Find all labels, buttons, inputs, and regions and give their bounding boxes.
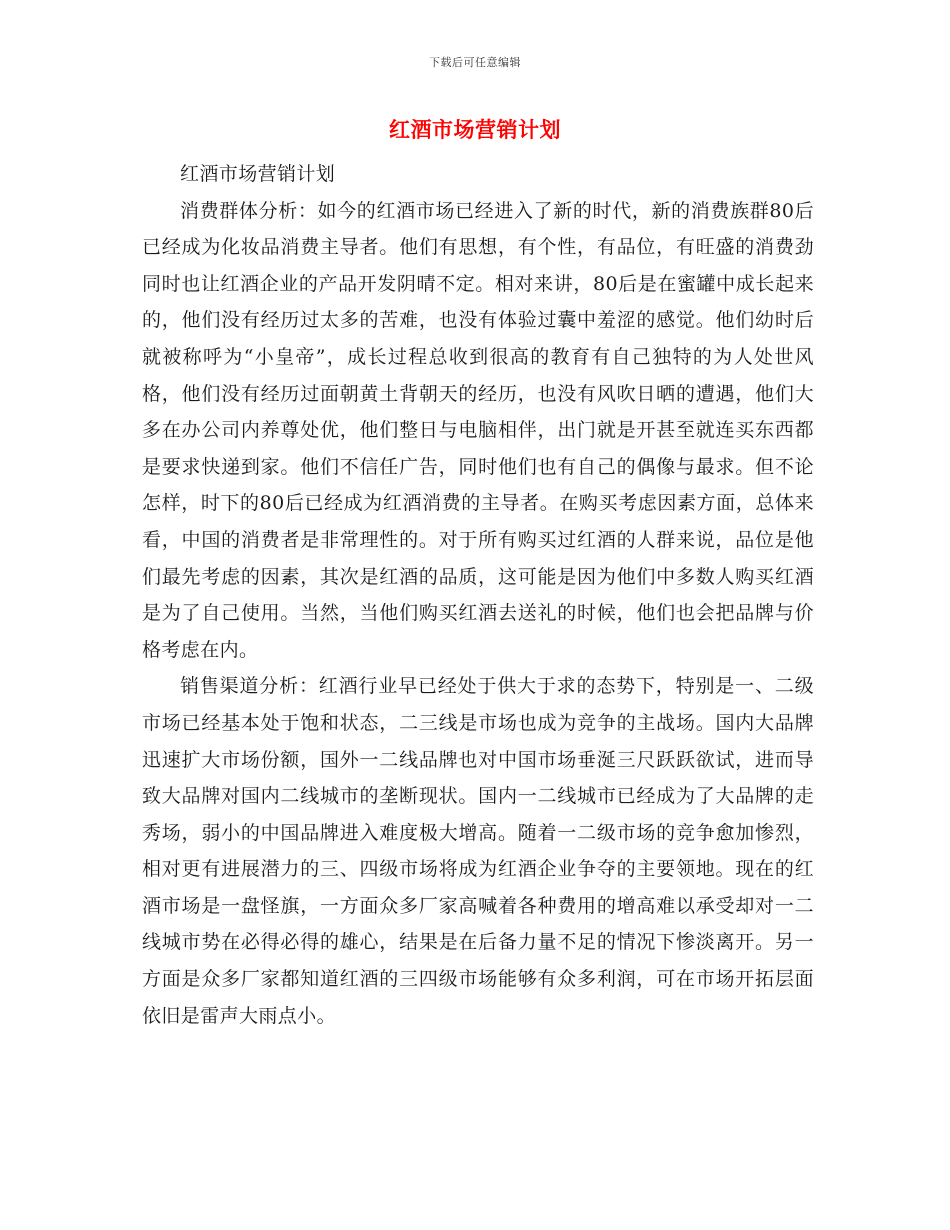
document-title: 红酒市场营销计划 bbox=[389, 117, 561, 142]
paragraph-consumer-analysis: 消费群体分析：如今的红酒市场已经进入了新的时代，新的消费族群80后已经成为化妆品消费主导者。他们有思想，有个性，有品位，有旺盛的消费劲同时也让红酒企业的产品开发阴晴不定。相对来讲，80后是在蜜罐中成长起来的，他们没有经历过太多的苦难，也没有体验过囊中羞涩的感觉。他们幼时后就被称呼为“小皇帝”，成长过程总收到很高的教育有自己独特的为人处世风格，他们没有经历过面朝黄土背朝天的经历，也没有风吹日晒的遭遇，他们大多在办公司内养尊处优，他们整日与电脑相伴，出门就是开甚至就连买东西都是要求快递到家。他们不信任广告，同时他们也有自己的偶像与最求。但不论怎样，时下的80后已经成为红酒消费的主导者。在购买考虑因素方面，总体来看，中国的消费者是非常理性的。对于所有购买过红酒的人群来说，品位是他们最先考虑的因素，其次是红酒的品质，这可能是因为他们中多数人购买红酒是为了自己使用。当然，当他们购买红酒去送礼的时候，他们也会把品牌与价格考虑在内。 bbox=[142, 199, 814, 661]
paragraph-subtitle: 红酒市场营销计划 bbox=[180, 163, 336, 185]
document-body bbox=[142, 156, 814, 1034]
paragraph-channel-analysis: 销售渠道分析：红酒行业早已经处于供大于求的态势下，特别是一、二级市场已经基本处于饱和状态，二三线是市场也成为竞争的主战场。国内大品牌迅速扩大市场份额，国外一二线品牌也对中国市场垂涎三尺跃跃欲试，进而导致大品牌对国内二线城市的垄断现状。国内一二线城市已经成为了大品牌的走秀场，弱小的中国品牌进入难度极大增高。随着一二级市场的竞争愈加惨烈，相对更有进展潜力的三、四级市场将成为红酒企业争夺的主要领地。现在的红酒市场是一盘怪旗，一方面众多厂家高喊着各种费用的增高难以承受却对一二线城市势在必得必得的雄心，结果是在后备力量不足的情况下惨淡离开。另一方面是众多厂家都知道红酒的三四级市场能够有众多利润，可在市场开拓层面依旧是雷声大雨点小。 bbox=[142, 675, 814, 1027]
page-header: 下载后可任意编辑 bbox=[429, 56, 521, 69]
